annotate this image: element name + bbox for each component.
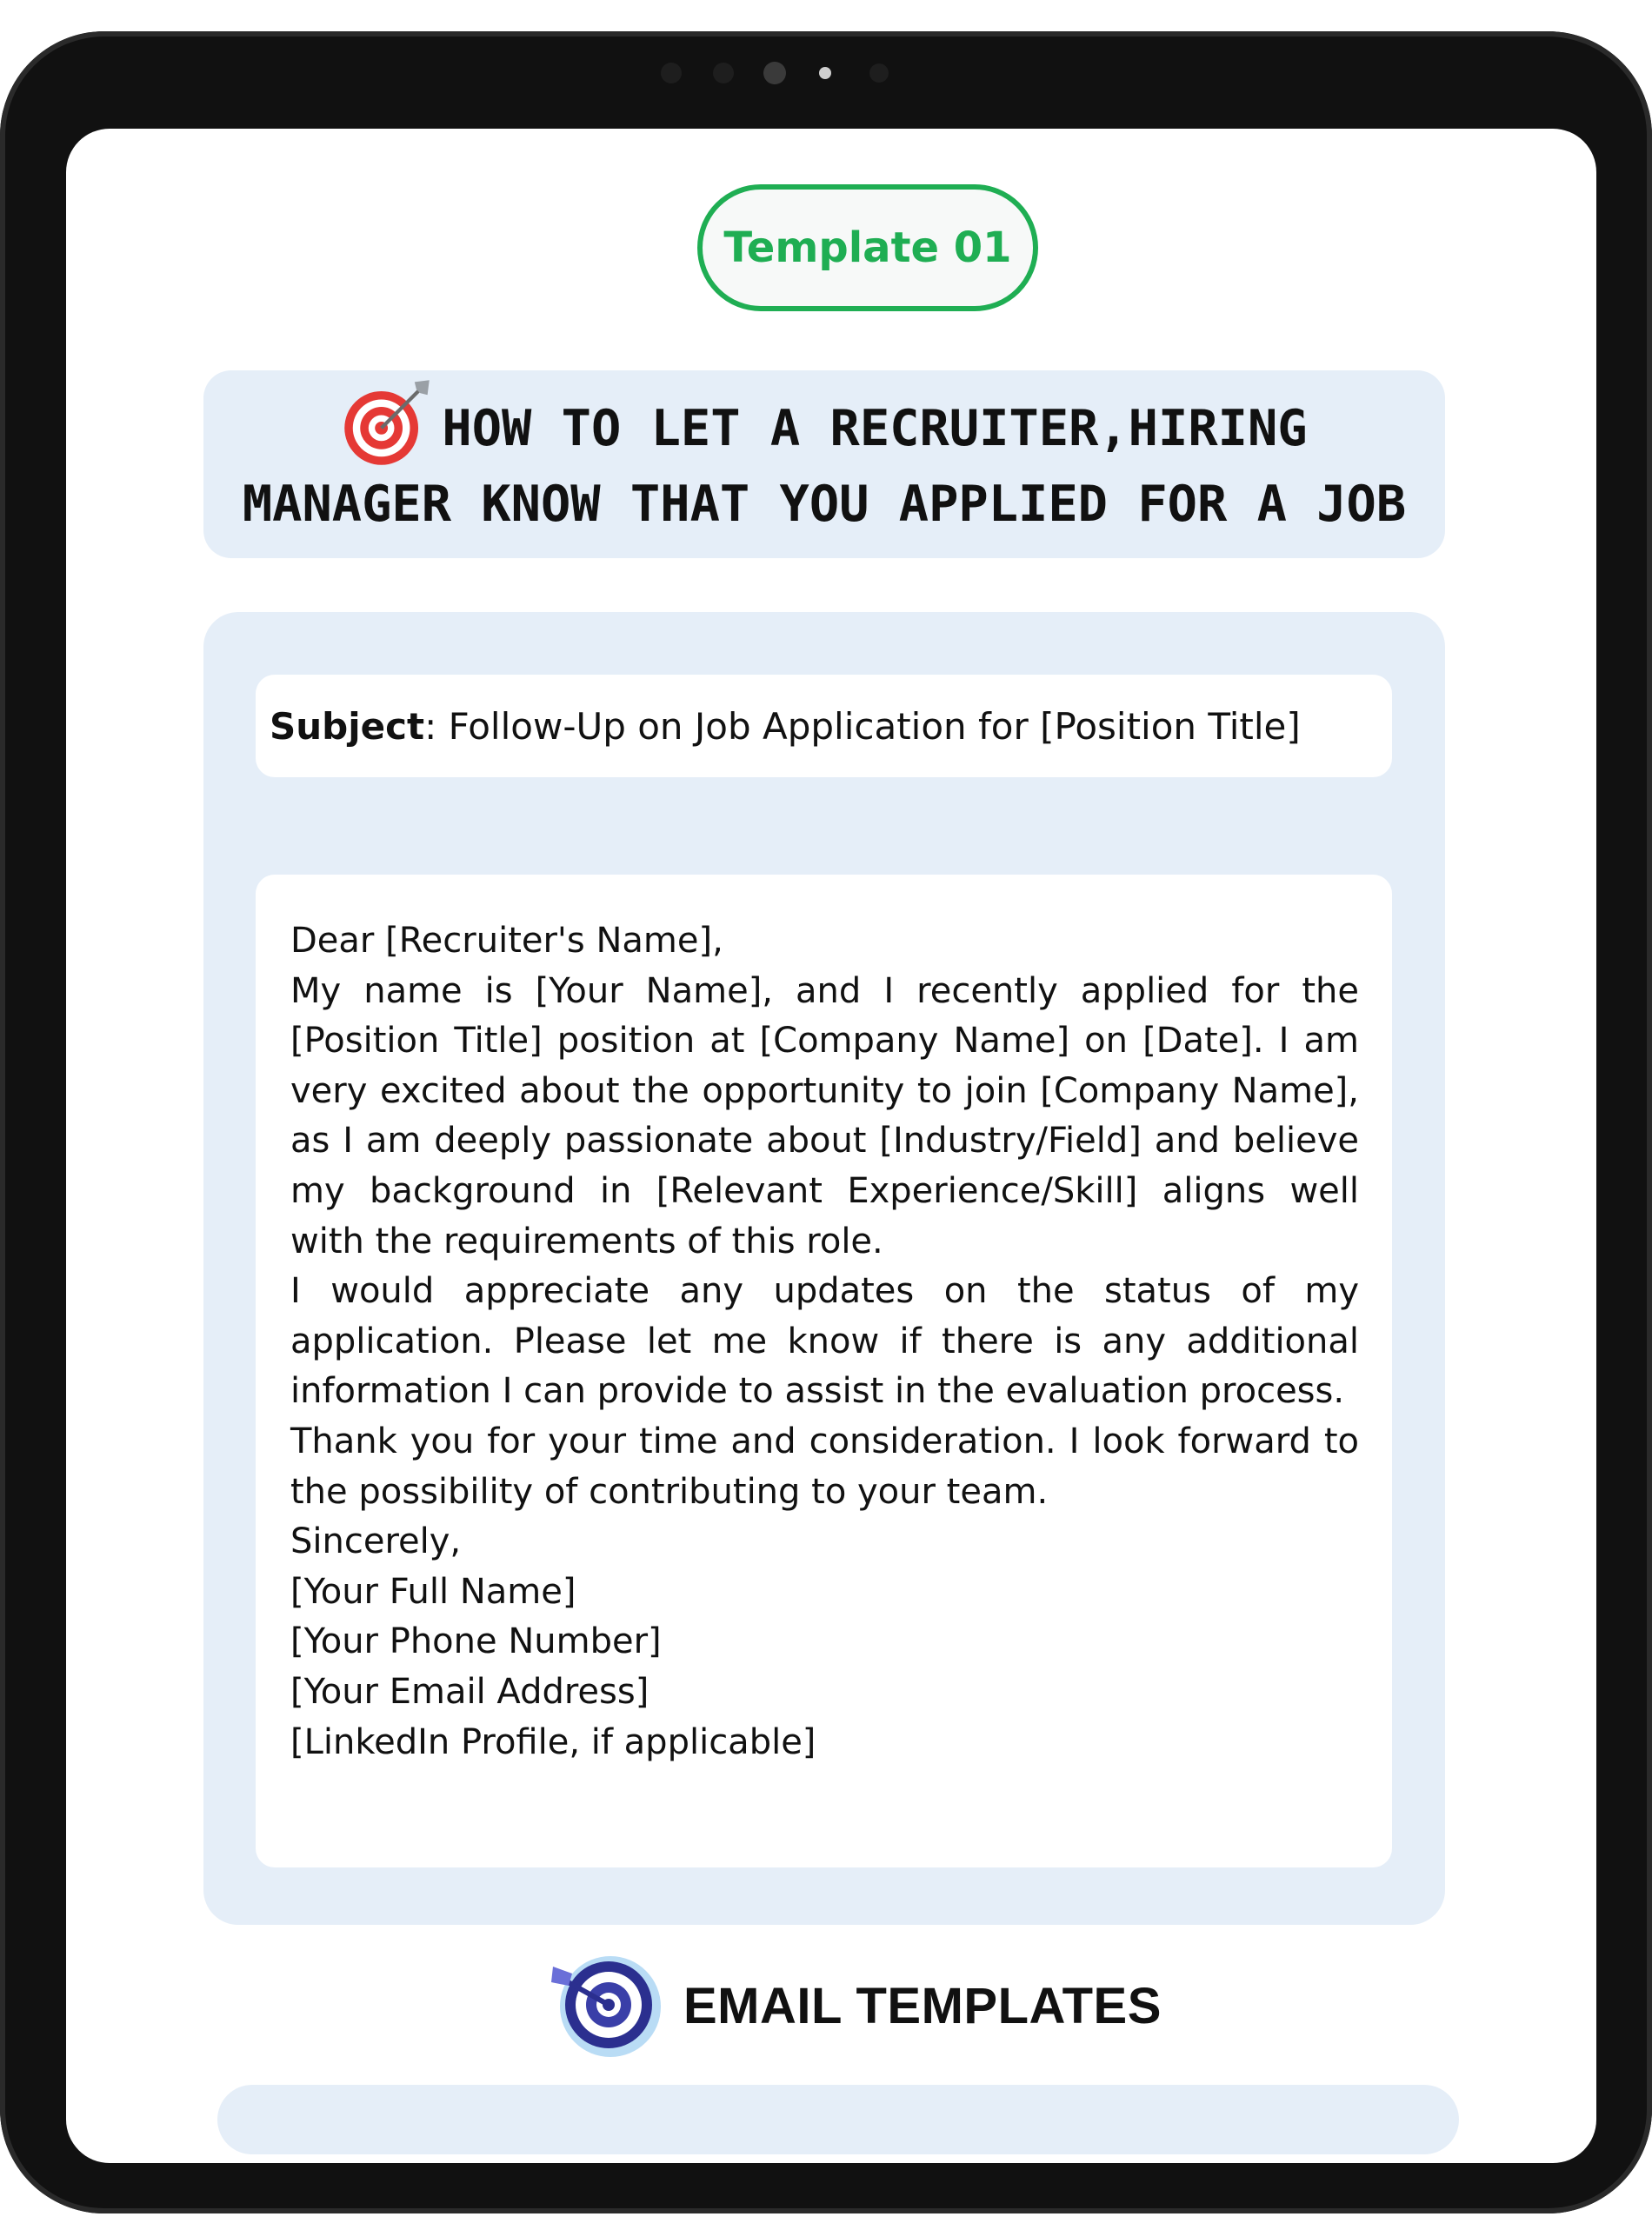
- signature-line: [Your Phone Number]: [290, 1621, 662, 1662]
- signature-line: [LinkedIn Profile, if applicable]: [290, 1721, 816, 1762]
- email-greeting: Dear [Recruiter's Name],: [290, 921, 723, 961]
- tablet-frame: [0, 31, 1652, 2213]
- email-closing: Sincerely,: [290, 1521, 462, 1562]
- title-line-1: HOW TO LET A RECRUITER,HIRING: [442, 400, 1308, 457]
- camera-dot: [661, 63, 682, 83]
- dart-target-icon: [341, 376, 433, 469]
- camera-dot: [713, 63, 734, 83]
- email-body: [256, 875, 1392, 1867]
- brand-name: EMAIL TEMPLATES: [683, 1977, 1162, 2034]
- subject-line: [256, 675, 1392, 777]
- camera-lens: [763, 62, 786, 84]
- signature-line: [Your Full Name]: [290, 1571, 576, 1612]
- camera-sensor: [819, 67, 831, 79]
- page-title: [203, 370, 1445, 558]
- email-paragraph: I would appreciate any updates on the status of my application. Please let me know if there is any additional information I can provide to assist in the evaluation process.: [290, 1271, 1359, 1412]
- camera-dot: [869, 63, 889, 83]
- template-badge: Template 01: [697, 184, 1038, 311]
- bullseye-logo-icon: [546, 1949, 664, 2062]
- tablet-screen: [66, 129, 1596, 2163]
- page-canvas: [113, 129, 1536, 2163]
- email-paragraph: Thank you for your time and consideration. I look forward to the possibility of contributing to your team.: [290, 1421, 1359, 1512]
- signature-line: [Your Email Address]: [290, 1671, 649, 1712]
- brand-footer: [546, 1949, 1162, 2062]
- next-panel-peek: [217, 2085, 1459, 2154]
- subject-label: Subject: [270, 704, 425, 748]
- camera-bar: [661, 57, 904, 89]
- subject-text: : Follow-Up on Job Application for [Position Title]: [424, 704, 1301, 748]
- title-line-2: MANAGER KNOW THAT YOU APPLIED FOR A JOB: [242, 476, 1407, 533]
- email-template-panel: [203, 612, 1445, 1925]
- email-paragraph: My name is [Your Name], and I recently applied for the [Position Title] position at [Company Name] on [Date]. I am very excited about the opportunity to join [Company Name], as I am deeply passionate about [Industry/Field] and believe my background in [Relevant Experience/Skill] aligns well with the requirements of this role.: [290, 970, 1359, 1261]
